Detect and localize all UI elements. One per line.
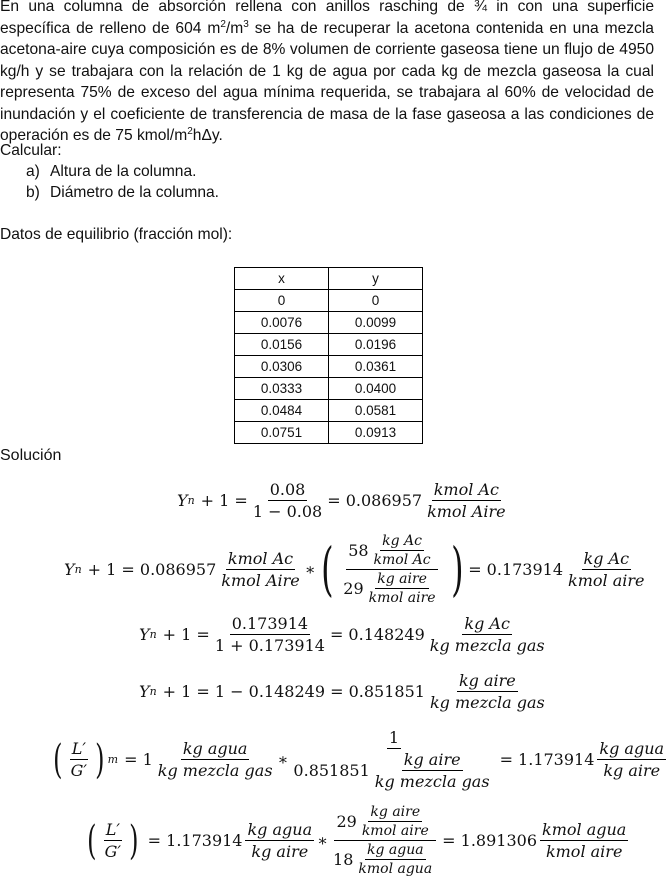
sub-m: m [107, 753, 119, 766]
sub-n: n [187, 494, 195, 507]
cell: 0 [235, 290, 329, 312]
cell: 0.0361 [329, 356, 423, 378]
unit-fraction [356, 842, 434, 877]
unit-fraction [566, 549, 646, 590]
equation-5 [50, 728, 669, 791]
table-row [235, 422, 423, 444]
eq-text: = 1.173914 [147, 831, 243, 850]
eq-text: + 1 = 1 − 0.148249 = 0.851851 [162, 682, 425, 701]
cell: 0.0581 [329, 400, 423, 422]
problem-text-2: /m [225, 19, 244, 37]
unit-den: kmol agua [358, 861, 433, 877]
unit-num: kg Ac [464, 614, 510, 633]
eq-text: = 1 [124, 750, 153, 769]
nested-den [331, 841, 439, 877]
left-paren: ( [53, 736, 63, 783]
nested-fraction [331, 804, 439, 877]
unit-fraction [425, 480, 508, 521]
unit-fraction [373, 750, 492, 791]
unit-fraction [372, 533, 433, 568]
numerator: 0.173914 [231, 614, 309, 633]
cell: 0.0099 [329, 312, 423, 334]
var-g: G′ [104, 842, 122, 861]
unit-fraction [156, 739, 275, 780]
unit-den: kg mezcla gas [429, 693, 545, 712]
nested-fraction [341, 533, 442, 606]
unit-den: kg mezcla gas [157, 761, 273, 780]
cell: 0.0913 [329, 422, 423, 444]
times: ∗ [277, 750, 289, 769]
unit-den: kmol aire [568, 571, 645, 590]
right-paren: ) [129, 817, 139, 864]
numerator: 0.08 [269, 480, 306, 499]
coef: 29 [343, 579, 364, 598]
cell: 0.0333 [235, 378, 329, 400]
equation-6 [84, 804, 631, 877]
var-l: L′ [105, 820, 120, 839]
unit-num: kg Ac [382, 533, 423, 549]
unit-den: kmol aire [361, 823, 429, 839]
cell: 0 [329, 290, 423, 312]
nested-den [291, 749, 496, 791]
header-x: x [235, 268, 329, 290]
result: = 0.148249 [329, 625, 425, 644]
times: ∗ [304, 560, 316, 579]
ratio-fraction [69, 739, 89, 780]
var-y: Y [64, 560, 75, 579]
cell: 0.0076 [235, 312, 329, 334]
unit-num: kg Ac [583, 549, 630, 568]
sub-n: n [74, 563, 82, 576]
unit-fraction [540, 820, 628, 861]
cell: 0.0196 [329, 334, 423, 356]
cell: 0.0484 [235, 400, 329, 422]
table-row [235, 400, 423, 422]
ratio-fraction [103, 820, 123, 861]
unit-num: kg agua [599, 739, 665, 758]
var-l: L′ [71, 739, 86, 758]
calcular-label: Calcular: [0, 142, 62, 159]
unit-den: kg mezcla gas [429, 636, 545, 655]
cell: 0.0156 [235, 334, 329, 356]
problem-text-3: se ha de recuperar la acetona contenida en una mezcla acetona-aire cuya composición es de 8% volumen de corriente gaseosa tiene un flujo de 4950 kg/h y se trabajara con la relación de 1 kg de agua por cada kg de mezcla gaseosa la cual representa 75% de exceso del agua mínima requerida, se trabajara al 60% de velocidad de inundación y el coeficiente de transferencia de masa de la fase gaseosa a las condiciones de operación es de 75 kmol/m [0, 19, 654, 144]
sub-n: n [149, 628, 157, 641]
problem-statement [0, 0, 654, 147]
right-paren: ) [450, 535, 464, 604]
result: = 1.891306 [442, 831, 538, 850]
unit-num: kmol Ac [227, 549, 294, 568]
unit-num: kg aire [377, 571, 427, 587]
nested-den [341, 570, 442, 606]
denominator: 1 − 0.08 [252, 502, 323, 521]
nested-num [346, 533, 437, 570]
unit-num: kmol Ac [433, 480, 499, 499]
header-y: y [329, 268, 423, 290]
left-paren: ( [320, 535, 334, 604]
table-row [235, 312, 423, 334]
equation-3 [139, 614, 550, 655]
times: ∗ [317, 831, 329, 850]
equation-1 [177, 480, 511, 521]
item-a-text: Altura de la columna. [50, 163, 197, 180]
eq-text: + 1 = 0.086957 [87, 560, 217, 579]
unit-fraction [367, 571, 438, 606]
equation-2 [64, 533, 650, 606]
fraction [251, 480, 324, 521]
eq-text: + 1 = [162, 625, 210, 644]
unit-num: kmol agua [542, 820, 627, 839]
result: = 1.173914 [499, 750, 595, 769]
table-row [235, 378, 423, 400]
unit-fraction [360, 804, 431, 839]
unit-den: kg mezcla gas [374, 772, 490, 791]
unit-num: kg aire [458, 671, 516, 690]
unit-den: kmol aire [368, 590, 436, 606]
left-paren: ( [87, 817, 97, 864]
table-row [235, 334, 423, 356]
result: = 0.086957 [327, 491, 423, 510]
right-paren: ) [95, 736, 105, 783]
var-y: Y [177, 491, 188, 510]
item-b-letter: b) [26, 184, 40, 201]
coef: 29 [336, 812, 357, 831]
unit-den: kmol Aire [221, 571, 300, 590]
unit-num: kg aire [370, 804, 421, 820]
result: = 0.173914 [468, 560, 564, 579]
cell: 0.0751 [235, 422, 329, 444]
item-b-text: Diámetro de la columna. [50, 184, 220, 201]
solution-title: Solución [0, 447, 62, 464]
unit-fraction [597, 739, 666, 780]
cell: 0.0400 [329, 378, 423, 400]
problem-text-4: hΔy. [192, 127, 223, 144]
numerator: 1 [388, 728, 400, 747]
eq-text: + 1 = [200, 491, 248, 510]
coef: 58 [348, 541, 369, 560]
nested-fraction [291, 728, 496, 791]
sub-n: n [149, 685, 157, 698]
unit-fraction [428, 671, 547, 712]
superscript: 3 [243, 18, 249, 30]
unit-den: kmol Ac [373, 552, 431, 568]
denominator: 1 + 0.173914 [214, 636, 325, 655]
table-row [235, 356, 423, 378]
unit-fraction [428, 614, 547, 655]
coef: 18 [333, 850, 354, 869]
var-g: G′ [70, 761, 88, 780]
var-y: Y [139, 682, 150, 701]
unit-num: kg agua [366, 842, 424, 858]
unit-den: kg aire [251, 842, 309, 861]
superscript: 2 [220, 18, 226, 30]
equilibrium-title: Datos de equilibrio (fracción mol): [0, 226, 233, 243]
table-row [235, 290, 423, 312]
equation-4 [139, 671, 550, 712]
unit-num: kg agua [247, 820, 313, 839]
unit-den: kmol Aire [427, 502, 506, 521]
equilibrium-table [234, 267, 423, 444]
unit-num: kg agua [182, 739, 248, 758]
table-header-row [235, 268, 423, 290]
item-a-letter: a) [26, 163, 40, 180]
unit-fraction [219, 549, 302, 590]
unit-den: kmol aire [545, 842, 623, 861]
var-y: Y [139, 625, 150, 644]
nested-num [334, 804, 435, 841]
unit-den: kg aire [603, 761, 661, 780]
cell: 0.0306 [235, 356, 329, 378]
coef: 0.851851 [293, 761, 370, 780]
problem-text-1: En una columna de absorción rellena con anillos rasching de ¾ in con una superficie específica de relleno de 604 m [0, 0, 654, 37]
unit-num: kg aire [403, 750, 461, 769]
superscript: 2 [187, 125, 193, 137]
unit-fraction [245, 820, 314, 861]
fraction [213, 614, 327, 655]
